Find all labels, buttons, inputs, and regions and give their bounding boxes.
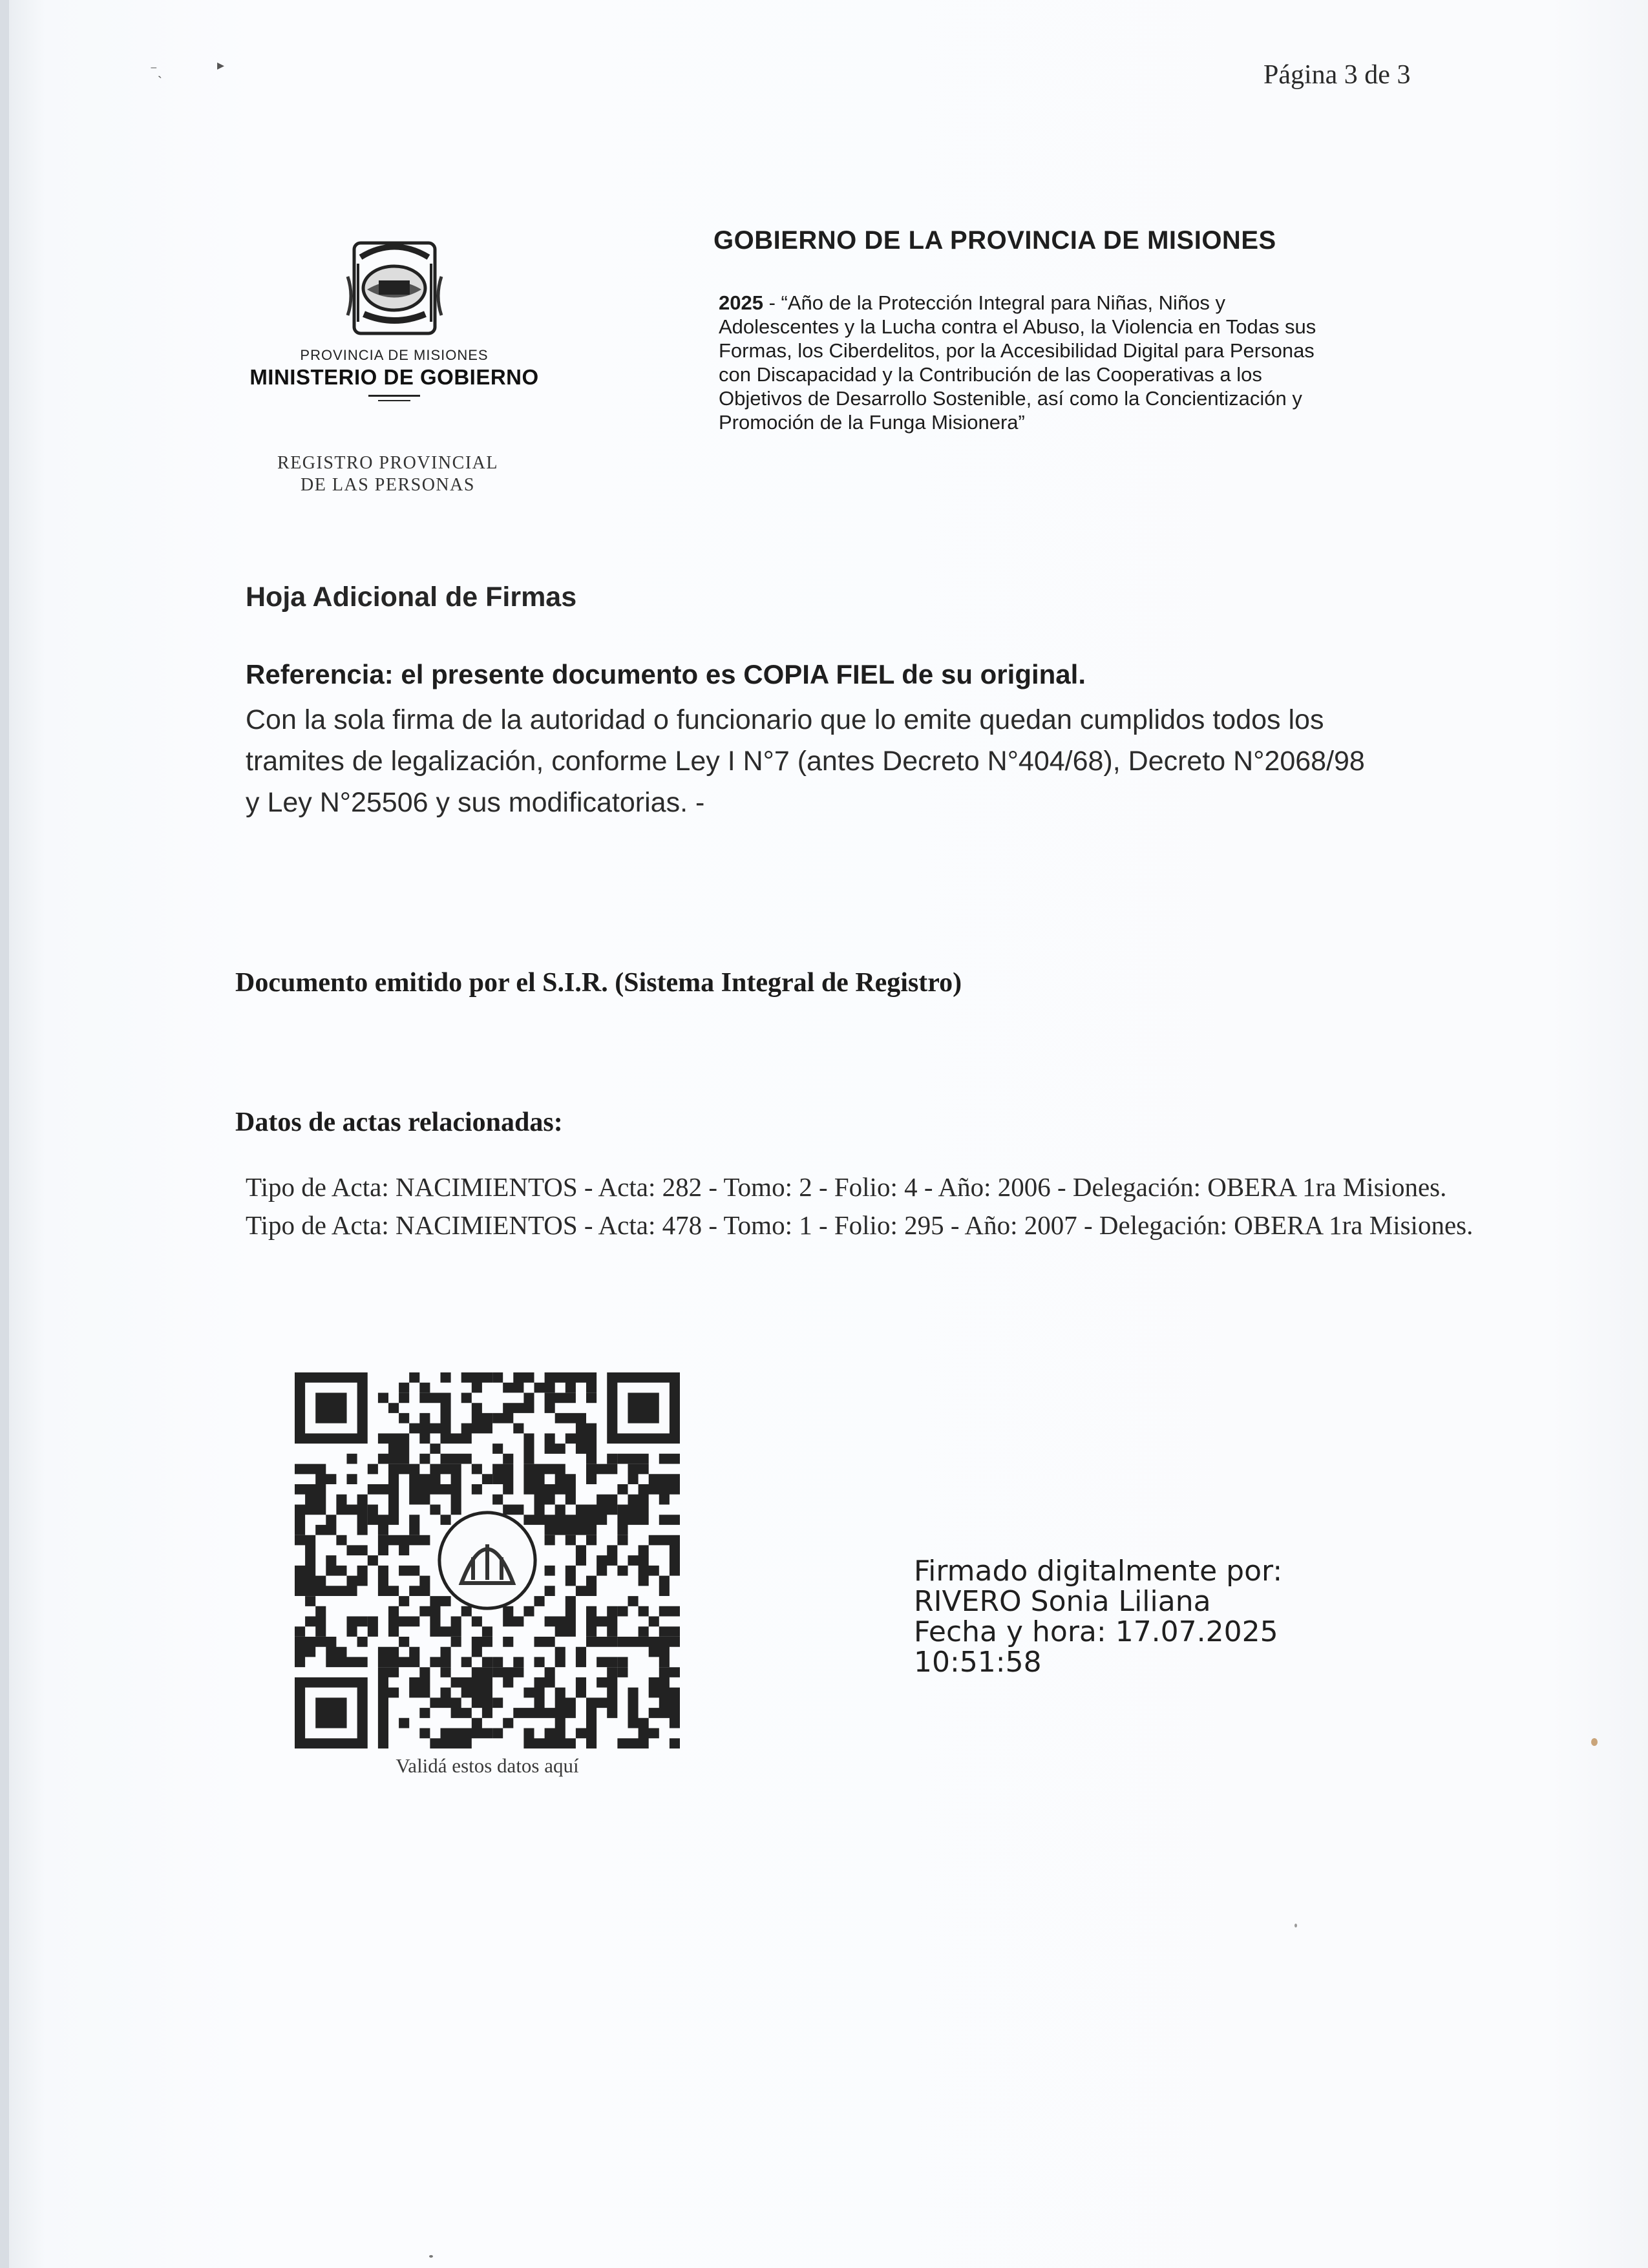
qr-center-logo-icon: [439, 1513, 535, 1608]
province-crest-icon: [341, 238, 448, 340]
registry-line: REGISTRO PROVINCIAL: [277, 453, 498, 473]
signature-label: Firmado digitalmente por:: [914, 1555, 1283, 1588]
ministry-label: MINISTERIO DE GOBIERNO: [249, 365, 539, 389]
reference-line: Referencia: el presente documento es COPIA FIEL de su original.: [246, 659, 1086, 689]
province-label: PROVINCIA DE MISIONES: [300, 347, 489, 363]
motto-year: 2025: [719, 291, 763, 314]
related-record: Tipo de Acta: NACIMIENTOS - Acta: 282 - Tomo: 2 - Folio: 4 - Año: 2006 - Delegación: OBERA 1ra Misiones.: [246, 1172, 1447, 1202]
legal-text: Con la sola firma de la autoridad o funcionario que lo emite quedan cumplidos todos los tramites de legalización, conforme Ley I N°7 (antes Decreto N°404/68), Decreto N°2068/98 y Ley N°25506 y sus modificatorias. -: [246, 704, 1365, 818]
validation-qr-code[interactable]: [295, 1372, 680, 1748]
signature-time: 10:51:58: [914, 1646, 1042, 1679]
related-records-heading: Datos de actas relacionadas:: [235, 1108, 563, 1137]
year-motto: [719, 291, 1339, 434]
page-title: Hoja Adicional de Firmas: [246, 582, 577, 613]
qr-finder-pattern: [295, 1677, 368, 1748]
signer-name: RIVERO Sonia Liliana: [914, 1585, 1211, 1618]
digital-signature-block: [914, 1556, 1282, 1677]
scan-mark: ⁻ˎ: [150, 62, 162, 78]
motto-text: - “Año de la Protección Integral para Niñas, Niños y Adolescentes y la Lucha contra el Abuso, la Violencia en Todas sus Formas, los Ciberdelitos, por la Accesibilidad Digital para Personas con Discapacidad y la Contribución de las Cooperativas a los Objetivos de Desarrollo Sostenible, así como la Concientización y Promoción de la Funga Misionera”: [719, 291, 1316, 434]
ministry-logo-block: [233, 238, 556, 401]
scan-speck: [1294, 1924, 1297, 1927]
registry-label: [246, 452, 530, 496]
qr-finder-pattern: [295, 1372, 368, 1444]
signature-date: Fecha y hora: 17.07.2025: [914, 1615, 1278, 1648]
issued-by-line: Documento emitido por el S.I.R. (Sistema Integral de Registro): [235, 968, 962, 998]
scan-edge: [0, 0, 9, 2268]
scan-speck: [429, 2255, 433, 2258]
qr-finder-pattern: [607, 1372, 680, 1444]
logo-divider: [378, 400, 410, 401]
logo-divider: [368, 395, 420, 397]
scan-speck: [1591, 1738, 1598, 1746]
registry-line: DE LAS PERSONAS: [301, 475, 475, 495]
related-record: Tipo de Acta: NACIMIENTOS - Acta: 478 - Tomo: 1 - Folio: 295 - Año: 2007 - Delegación: OBERA 1ra Misiones.: [246, 1210, 1474, 1240]
scan-mark: ▸: [217, 57, 225, 73]
qr-caption: Validá estos datos aquí: [396, 1754, 579, 1777]
government-title: GOBIERNO DE LA PROVINCIA DE MISIONES: [713, 226, 1276, 255]
page-number: Página 3 de 3: [1263, 60, 1411, 90]
related-records-list: [246, 1168, 1564, 1244]
